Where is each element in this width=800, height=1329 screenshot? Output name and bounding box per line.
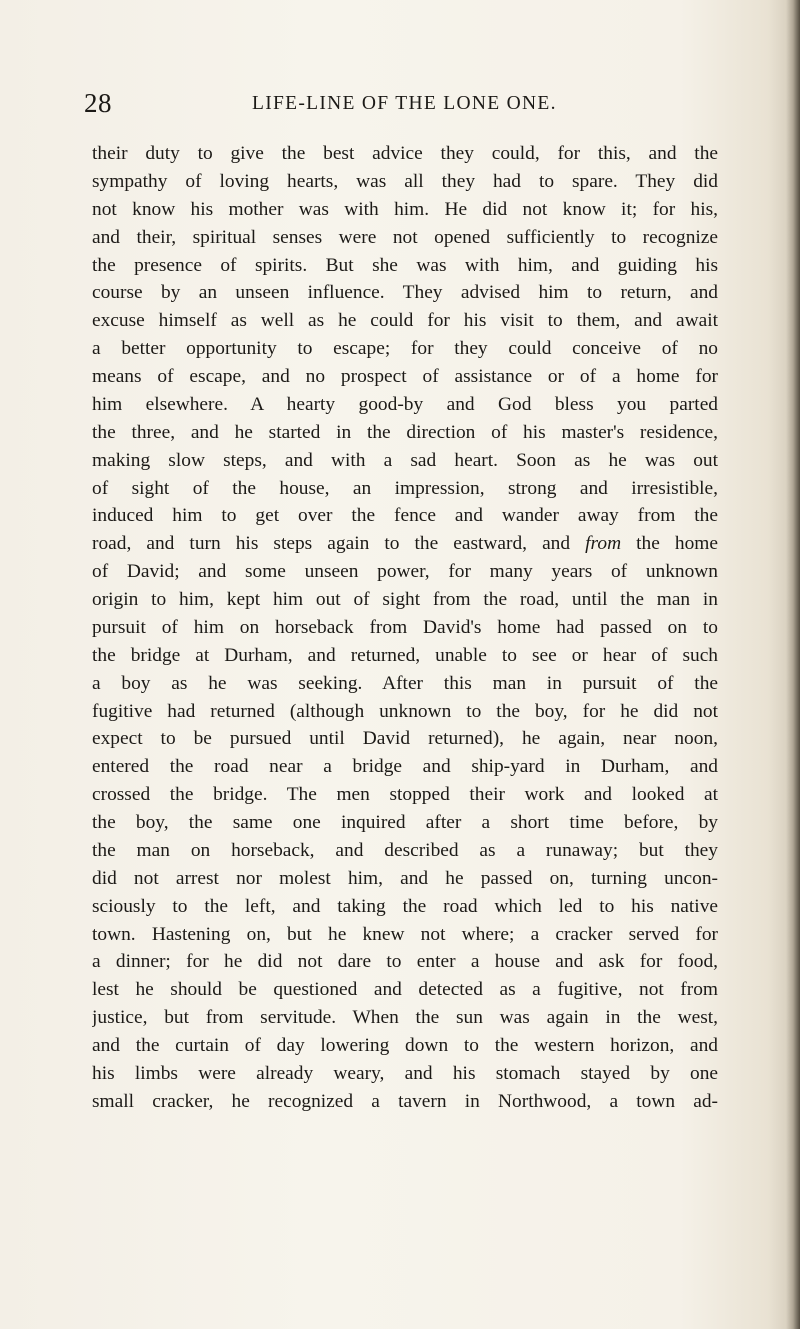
text-segment: the home	[636, 533, 718, 555]
text-line: of sight of the house, an impression, strong and irresistible,	[92, 477, 718, 499]
text-line: pursuit of him on horseback from David's home had passed on to	[92, 616, 718, 638]
page-number: 28	[84, 88, 112, 118]
text-line: lest he should be questioned and detected as a fugitive, not from	[92, 979, 718, 1001]
text-line: did not arrest nor molest him, and he passed on, turning uncon-	[92, 867, 718, 889]
text-line: a boy as he was seeking. After this man in pursuit of the	[92, 672, 718, 694]
text-line: expect to be pursued until David returned), he again, near noon,	[92, 728, 718, 750]
text-line: sciously to the left, and taking the road which led to his native	[92, 895, 718, 917]
text-line: the three, and he started in the direction of his master's residence,	[92, 421, 718, 443]
text-line: excuse himself as well as he could for his visit to them, and await	[92, 310, 718, 332]
text-line: and their, spiritual senses were not opened sufficiently to recognize	[92, 226, 718, 248]
text-line: the man on horseback, and described as a runaway; but they	[92, 839, 718, 861]
text-line: him elsewhere. A hearty good-by and God bless you parted	[92, 393, 718, 415]
text-segment: road, and turn his steps again to the eastward, and	[92, 533, 571, 555]
text-line: fugitive had returned (although unknown to the boy, for he did not	[92, 700, 718, 722]
text-line: sympathy of loving hearts, was all they had to spare. They did	[92, 170, 718, 192]
text-line: entered the road near a bridge and ship-yard in Durham, and	[92, 756, 718, 778]
text-line: origin to him, kept him out of sight from the road, until the man in	[92, 589, 718, 610]
text-line: justice, but from servitude. When the sun was again in the west,	[92, 1007, 718, 1029]
text-line: crossed the bridge. The men stopped their work and looked at	[92, 784, 718, 806]
text-line: and the curtain of day lowering down to the western horizon, and	[92, 1035, 718, 1056]
text-line: means of escape, and no prospect of assistance or of a home for	[92, 366, 718, 387]
page-edge-shadow	[786, 0, 800, 1329]
body-text	[92, 140, 718, 1116]
text-line: a dinner; for he did not dare to enter a house and ask for food,	[92, 951, 718, 973]
text-line: not know his mother was with him. He did not know it; for his,	[92, 198, 718, 220]
page-header	[84, 86, 718, 120]
text-line: of David; and some unseen power, for many years of unknown	[92, 561, 718, 583]
text-line: small cracker, he recognized a tavern in Northwood, a town ad-	[92, 1090, 718, 1112]
text-line: making slow steps, and with a sad heart. Soon as he was out	[92, 449, 718, 471]
running-title: LIFE-LINE OF THE LONE ONE.	[252, 93, 557, 114]
text-line: induced him to get over the fence and wander away from the	[92, 505, 718, 527]
text-line: the boy, the same one inquired after a short time before, by	[92, 812, 718, 833]
text-line: town. Hastening on, but he knew not where; a cracker served for	[92, 923, 718, 945]
italic-word: from	[585, 533, 622, 555]
text-line: their duty to give the best advice they could, for this, and the	[92, 143, 718, 164]
text-line: a better opportunity to escape; for they could conceive of no	[92, 338, 718, 360]
text-line: his limbs were already weary, and his stomach stayed by one	[92, 1062, 718, 1084]
text-line: the bridge at Durham, and returned, unable to see or hear of such	[92, 644, 718, 666]
text-line: course by an unseen influence. They advised him to return, and	[92, 282, 718, 304]
text-line: the presence of spirits. But she was with him, and guiding his	[92, 254, 718, 276]
text-line-with-italic	[92, 530, 718, 558]
